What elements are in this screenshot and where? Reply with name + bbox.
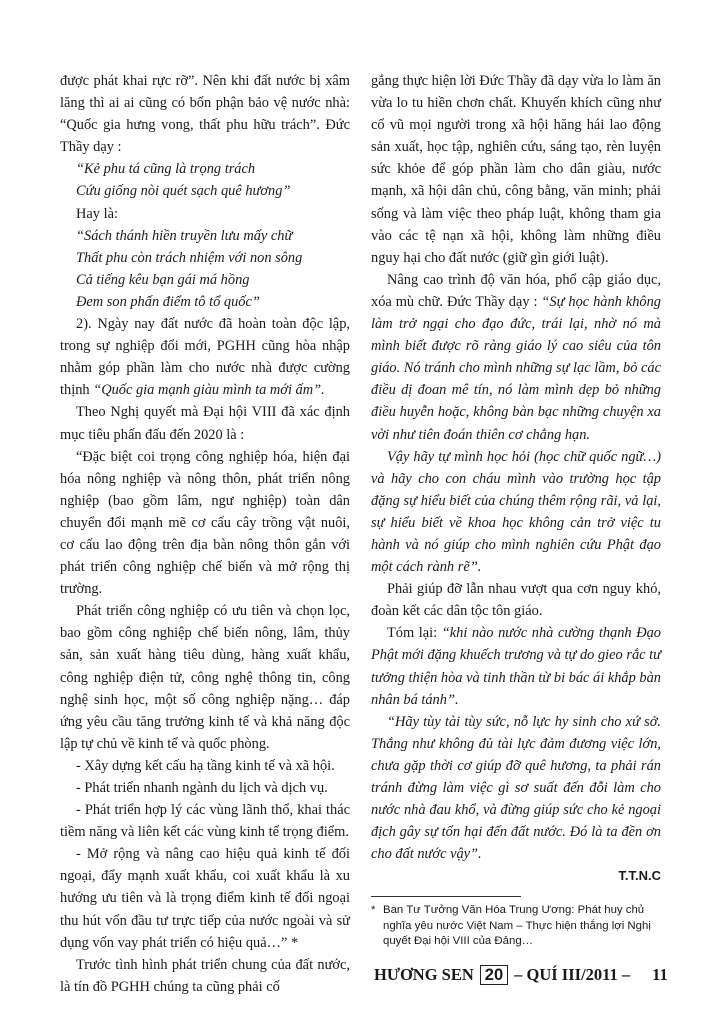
paragraph (371, 269, 661, 446)
bullet-item: - Mở rộng và nâng cao hiệu quả kinh tế đối ngoại, đẩy mạnh xuất khẩu, coi xuất khẩu là xu hướng ưu tiên và là trọng điểm kinh tế đối ngoại thu hút vốn đầu tư trực tiếp của nước ngoài và sử dụng vốn vay phát triển có hiệu quả…” * (60, 846, 350, 951)
poem-line: Thất phu còn trách nhiệm với non sông (76, 249, 303, 266)
quote-text: “Sự học hành không làm trở ngại cho đạo đức, trái lại, nhờ nó mà mình biết được rõ ràng giáo lý cao siêu của tôn giáo. Nó tránh cho mình những sự lạc lầm, bỏ các điều dị đoan mê tín, nó làm mình dẹp bỏ những điều huyễn hoặc, không bàn bạc những chuyện xa vời như tiên đoán thiên cơ chẳng hạn. (371, 293, 661, 443)
issue-number-box: 20 (480, 965, 508, 985)
quote-paragraph: “Hãy tùy tài tùy sức, nỗ lực hy sinh cho xứ sở. Thắng như không đủ tài lực đảm đương việc lớn, chưa gặp thời cơ giúp đỡ quê hương, ta phải rán tránh đừng làm việc gì sơ suất đến đỗi làm cho nước nhà đau khổ, và đừng giúp sức cho kẻ ngoại địch gây sự tổn hại đến đất nước. Đó là ta đền ơn cho đất nước vậy”. (371, 713, 661, 863)
author-signature: T.T.N.C (618, 868, 661, 884)
bullet-item: - Phát triển hợp lý các vùng lãnh thổ, khai thác tiềm năng và liên kết các vùng kinh tế trọng điểm. (60, 802, 350, 841)
poem-line: “Kẻ phu tá cũng là trọng trách (76, 161, 256, 178)
bullet-item: - Xây dựng kết cấu hạ tầng kinh tế và xã hội. (76, 757, 335, 774)
right-column (371, 70, 661, 887)
issue-quarter: – QUÍ III/2011 – (514, 965, 631, 984)
paragraph: Theo Nghị quyết mà Đại hội VIII đã xác định mục tiêu phấn đấu đến 2020 là : (60, 404, 350, 443)
paragraph-text: Nâng cao trình độ văn hóa, phổ cập giáo dục, xóa mù chữ. Đức Thầy dạy : (371, 271, 661, 310)
left-column (60, 70, 350, 998)
paragraph: Phải giúp đỡ lẫn nhau vượt qua cơn nguy khó, đoàn kết các dân tộc tôn giáo. (371, 581, 661, 620)
footnote (371, 903, 661, 950)
quote-text: “khi nào nước nhà cường thạnh Đạo Phật mới đặng khuếch trương và tự do gieo rắc tư tưởng thiện hòa và tinh thần từ bi bác ái khắp bàn nhân bá tánh”. (371, 625, 661, 708)
page-number: 11 (652, 965, 668, 984)
footnote-text: Ban Tư Tưởng Văn Hóa Trung Ương: Phát huy chủ nghĩa yêu nước Việt Nam – Thực hiện thắng lợi Nghị quyết Đại hội VIII của Đảng… (383, 904, 651, 947)
paragraph (60, 313, 350, 401)
paragraph: được phát khai rực rỡ”. Nên khi đất nước bị xâm lăng thì ai ai cũng có bổn phận bảo vệ nước nhà: “Quốc gia hưng vong, thất phu hữu trách”. Đức Thầy dạy : (60, 73, 350, 156)
quote-text: “Quốc gia mạnh giàu mình ta mới ấm”. (93, 382, 325, 399)
paragraph: Phát triển công nghiệp có ưu tiên và chọn lọc, bao gồm công nghiệp chế biến nông, lâm, thủy sản, sản xuất hàng tiêu dùng, hàng xuất khẩu, công nghiệp điện tử, công nghệ thông tin, công nghệ sinh học, một số công nghiệp nặng… đáp ứng yêu cầu tăng trưởng kinh tế và khả năng độc lập tự chủ về kinh tế và quốc phòng. (60, 603, 350, 752)
page-footer (374, 963, 674, 987)
footnote-mark: * (371, 904, 376, 916)
paragraph (371, 622, 661, 710)
poem-line: “Sách thánh hiền truyền lưu mấy chữ (76, 227, 293, 244)
poem-line: Cứu giống nòi quét sạch quê hương” (76, 183, 291, 200)
paragraph-text: 2). Ngày nay đất nước đã hoàn toàn độc lập, trong sự nghiệp đổi mới, PGHH cũng hòa nhập nhằm góp phần làm cho nước nhà được cường thịnh (60, 316, 350, 399)
poem-line: Cả tiếng kêu bạn gái má hồng (76, 271, 250, 288)
paragraph-text: Tóm lại: (387, 625, 442, 642)
paragraph: “Đặc biệt coi trọng công nghiệp hóa, hiện đại hóa nông nghiệp và nông thôn, phát triển nông nghiệp (bao gồm lâm, ngư nghiệp) toàn dân chuyển đổi mạnh mẽ cơ cấu cây trồng vật nuôi, cơ cấu lao động trên địa bàn nông thôn gắn với phát triển công nghiệp chế biến và mở rộng thị trường. (60, 448, 350, 598)
paragraph: Trước tình hình phát triển chung của đất nước, là tín đồ PGHH chúng ta cũng phải cố (60, 956, 350, 995)
paragraph: gắng thực hiện lời Đức Thầy đã dạy vừa lo làm ăn vừa lo tu hiền chơn chất. Khuyến khích cũng như cổ vũ mọi người trong xã hội hăng hái lao động sản xuất, học tập, nghiên cứu, sáng tạo, rèn luyện sức khỏe để góp phần làm cho dân giàu, nước mạnh, xã hội dân chủ, công bằng, văn minh; phải sống và làm việc theo pháp luật, không tham gia vào các tệ nạn xã hội, không làm những điều nguy hại cho đất nước (giữ gìn giới luật). (371, 73, 661, 266)
quote-paragraph: Vậy hãy tự mình học hỏi (học chữ quốc ngữ…) và hãy cho con cháu mình vào trường học tập đặng sự hiểu biết của chúng thêm rộng rãi, vả lại, sự hiểu biết về khoa học không cản trở việc tu hành và nó giúp cho mình nghiên cứu Phật đạo một cách rành rẽ”. (371, 448, 661, 576)
paragraph: Hay là: (76, 205, 118, 222)
magazine-name: HƯƠNG SEN (374, 965, 474, 984)
poem-line: Đem son phấn điểm tô tổ quốc” (76, 293, 260, 310)
bullet-item: - Phát triển nhanh ngành du lịch và dịch vụ. (76, 780, 328, 796)
footnote-divider (371, 896, 521, 897)
